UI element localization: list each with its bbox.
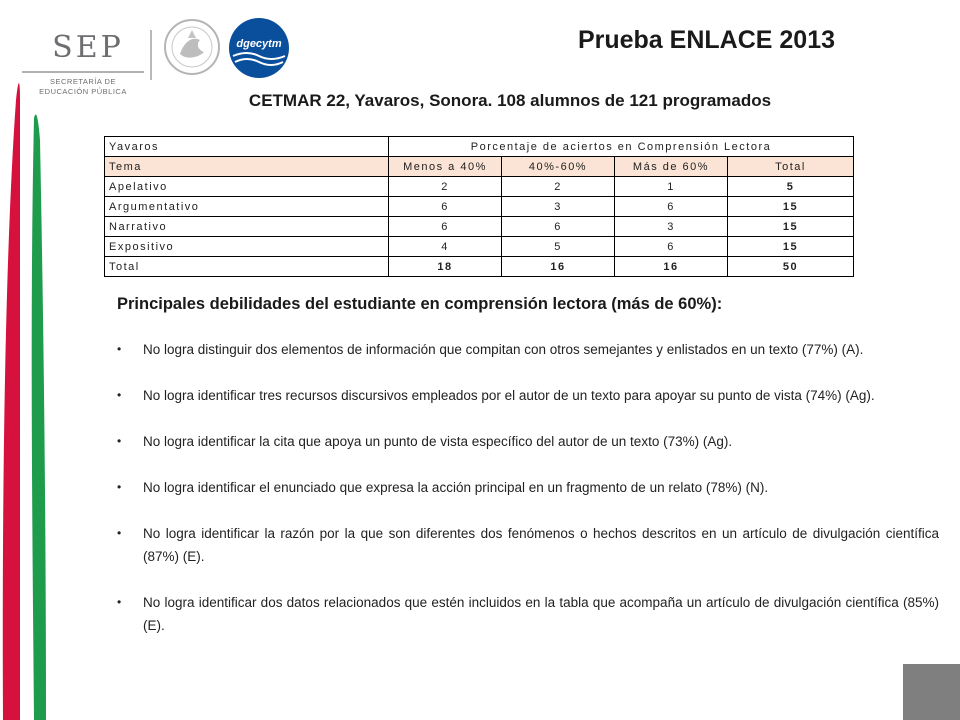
table-header-40-60: 40%-60% [502, 157, 615, 177]
table-header-menos-40: Menos a 40% [389, 157, 502, 177]
table-total-cell: 18 [389, 257, 502, 277]
list-item [117, 591, 939, 637]
sep-logo-subtitle-1: SECRETARÍA DE [50, 77, 116, 86]
table-total-row [105, 257, 854, 277]
bullet-icon: • [117, 434, 122, 448]
table-total-cell: 50 [728, 257, 854, 277]
table-cell: 2 [389, 177, 502, 197]
table-total-cell: 16 [502, 257, 615, 277]
list-item-text: No logra identificar la razón por la que son diferentes dos fenómenos o hechos descritos en un artículo de divulgación científica (87%) (E). [143, 526, 939, 564]
bullet-icon: • [117, 480, 122, 494]
table-row [105, 197, 854, 217]
list-item [117, 522, 939, 568]
weaknesses-list [117, 338, 939, 660]
list-item-text: No logra distinguir dos elementos de información que compitan con otros semejantes y enlistados en un texto (77%) (A). [143, 342, 864, 357]
list-item [117, 338, 939, 361]
list-item [117, 476, 939, 499]
list-item-text: No logra identificar la cita que apoya un punto de vista específico del autor de un texto (73%) (Ag). [143, 434, 733, 449]
logo-divider [150, 30, 152, 80]
results-table [104, 136, 854, 277]
table-cell: 3 [502, 197, 615, 217]
table-total-cell: 16 [615, 257, 728, 277]
bullet-icon: • [117, 526, 122, 540]
table-row [105, 237, 854, 257]
table-cell: 6 [389, 197, 502, 217]
dgecytm-logo-text: dgecytm [236, 38, 282, 50]
corner-square [903, 664, 960, 720]
table-cell-tema: Narrativo [105, 217, 389, 237]
list-item-text: No logra identificar tres recursos discursivos empleados por el autor de un texto para apoyar su punto de vista (74%) (Ag). [143, 388, 875, 403]
list-item [117, 384, 939, 407]
page-subtitle: CETMAR 22, Yavaros, Sonora. 108 alumnos de 121 programados [248, 91, 772, 110]
table-cell-tema: Argumentativo [105, 197, 389, 217]
table-cell-total: 15 [728, 197, 854, 217]
table-corner-cell: Yavaros [105, 137, 389, 157]
red-stripe [3, 83, 20, 720]
table-cell: 3 [615, 217, 728, 237]
table-group-header: Porcentaje de aciertos en Comprensión Lectora [389, 137, 854, 157]
table-row [105, 177, 854, 197]
list-item-text: No logra identificar dos datos relacionados que estén incluidos en la tabla que acompaña un artículo de divulgación científica (85%) (E). [143, 595, 939, 633]
sep-logo-word: SEP [52, 30, 124, 65]
sep-logo [22, 30, 144, 97]
table-header-tema: Tema [105, 157, 389, 177]
table-cell: 6 [389, 217, 502, 237]
table-cell: 4 [389, 237, 502, 257]
list-item-text: No logra identificar el enunciado que expresa la acción principal en un fragmento de un relato (78%) (N). [143, 480, 769, 495]
table-cell: 6 [502, 217, 615, 237]
bullet-icon: • [117, 342, 122, 356]
national-seal-icon [162, 14, 222, 80]
table-cell-tema: Apelativo [105, 177, 389, 197]
green-stripe [32, 114, 46, 720]
table-cell-total: 15 [728, 217, 854, 237]
weaknesses-heading: Principales debilidades del estudiante en comprensión lectora (más de 60%): [117, 295, 723, 313]
dgecytm-logo [227, 16, 291, 80]
table-cell: 1 [615, 177, 728, 197]
table-cell-tema: Expositivo [105, 237, 389, 257]
bullet-icon: • [117, 595, 122, 609]
bullet-icon: • [117, 388, 122, 402]
table-cell-total: 5 [728, 177, 854, 197]
table-cell: 2 [502, 177, 615, 197]
table-cell: 5 [502, 237, 615, 257]
table-cell: 6 [615, 237, 728, 257]
list-item [117, 430, 939, 453]
table-header-total: Total [728, 157, 854, 177]
table-header-row [105, 157, 854, 177]
page-title: Prueba ENLACE 2013 [577, 26, 835, 54]
table-row [105, 217, 854, 237]
sep-logo-subtitle-2: EDUCACIÓN PÚBLICA [39, 87, 127, 96]
table-cell-total: 15 [728, 237, 854, 257]
sep-logo-line [22, 71, 144, 73]
table-total-label: Total [105, 257, 389, 277]
table-group-header-row [105, 137, 854, 157]
table-header-mas-60: Más de 60% [615, 157, 728, 177]
table-cell: 6 [615, 197, 728, 217]
